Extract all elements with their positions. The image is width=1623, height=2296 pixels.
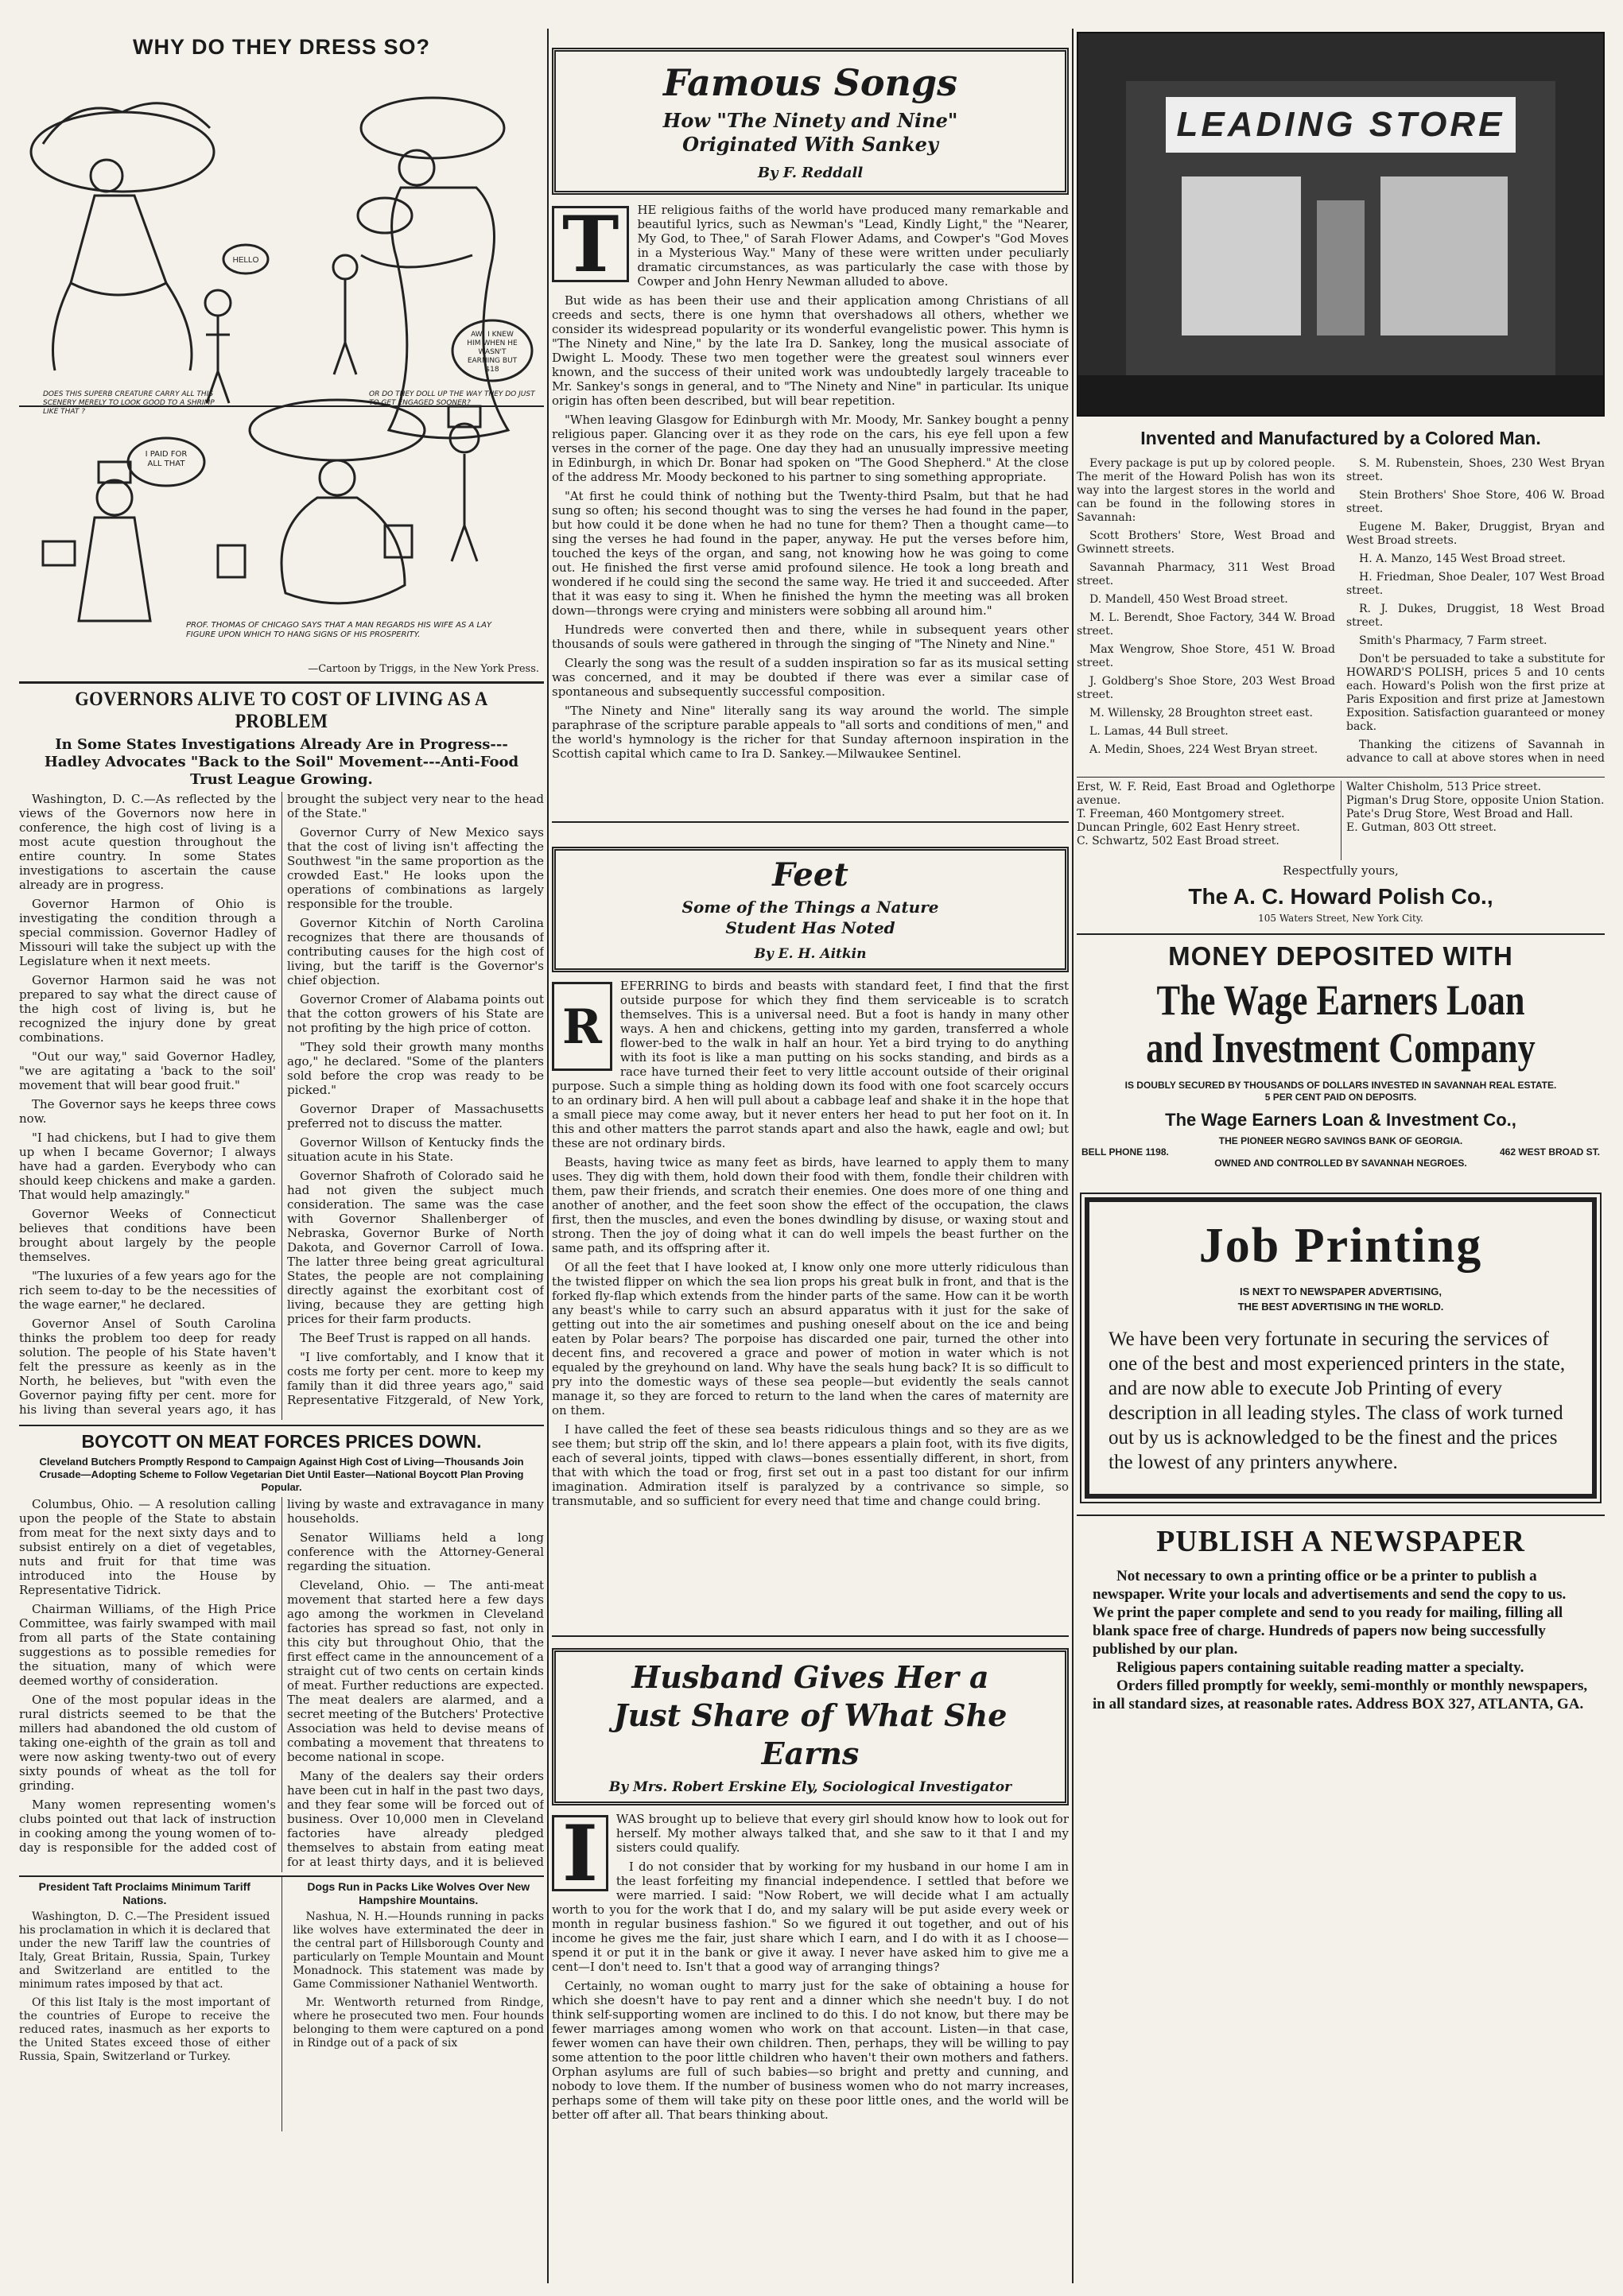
governors-headline: GOVERNORS ALIVE TO COST OF LIVING AS A PROBLEM [75, 688, 488, 732]
feet-header [552, 847, 1069, 972]
polish-address: 105 Waters Street, New York City. [1258, 913, 1423, 924]
feet-subtitle: Some of the Things a Nature Student Has Noted [681, 898, 939, 937]
paragraph: But wide as has been their use and their application among Christians of all creeds and sects, there is one hymn that overshadows all others, whether we consider its widespread popularity or its wonderful evangelistic power. This hymn is "The Ninety and Nine," by the late Ira D. Sankey, long the musical associate of Dwight L. Moody. These two men together were the greatest soul winners ever known, and the success of their united work was undoubtedly largely traceable to Mr. Sankey's songs in general, and to "The Ninety and Nine" in particular. Its unique origin has often been described, but will bear repetition. [552, 293, 1069, 408]
paragraph: Nashua, N. H.—Hounds running in packs like wolves have exterminated the deer in the central part of Hillsborough County and particularly on Temple Mountain and Mount Monadnock. This statement was made by Game Commissioner Nathaniel Wentworth. [293, 1910, 544, 1991]
bank-address: 462 WEST BROAD ST. [1499, 1146, 1600, 1158]
husband-byline: By Mrs. Robert Erskine Ely, Sociological Investigator [608, 1779, 1012, 1795]
husband-article [552, 1812, 1069, 2209]
paragraph: Certainly, no woman ought to marry just for the sake of obtaining a house for which she doesn't have to pay rent and a dinner which she needn't buy. I do not think self-supporting women are inclined to do this. I do not know, but there may be fewer marriages among women who work on that account. Listen—in that case, fewer women can have their own children. Then, perhaps, they will be willing to pay some attention to the poor little children who haven't their own mothers and fathers. Orphan asylums are full of such babies—so bright and pretty and cunning, and nobody to love them. If the number of business women who do not marry increases, perhaps some of them will take pity on these poor little ones, and the world will be better off after all. That bears thinking about. [552, 1979, 1069, 2122]
store-entry: Eugene M. Baker, Druggist, Bryan and West Broad streets. [1346, 521, 1605, 547]
famous-songs-header [552, 48, 1069, 195]
store-entry: H. Friedman, Shoe Dealer, 107 West Broad street. [1346, 571, 1605, 597]
bank-pioneer: THE PIONEER NEGRO SAVINGS BANK OF GEORGIA. [1218, 1135, 1463, 1146]
dogs-headline: Dogs Run in Packs Like Wolves Over New Hampshire Mountains. [307, 1880, 530, 1906]
store-photo [1077, 32, 1605, 417]
bank-owned: OWNED AND CONTROLLED BY SAVANNAH NEGROES. [1214, 1158, 1467, 1169]
feet-byline: By E. H. Aitkin [754, 946, 867, 962]
polish-headline: Invented and Manufactured by a Colored Man. [1140, 428, 1541, 448]
bank-company: The Wage Earners Loan & Investment Co., [1165, 1110, 1516, 1130]
polish-stores [1077, 457, 1605, 774]
paragraph: Columbus, Ohio. — A resolution calling upon the people of the State to abstain from meat for the next sixty days and to subsist entirely on a diet of vegetables, nuts and fruit for that time was introduced into the House by Representative Tidrick. [19, 1497, 276, 1597]
store-entry: M. L. Berendt, Shoe Factory, 344 W. Broad street. [1077, 611, 1335, 638]
paragraph: Governor Kitchin of North Carolina recognizes that there are thousands of contributing causes for the high cost of living, but the tariff is the Governor's chief objection. [287, 916, 544, 987]
paragraph: Beasts, having twice as many feet as birds, have learned to apply them to many uses. They dig with them, hold down their food with them, fondle their children with them, paw their friends, and scratch their enemies. One does more of one thing and another of another, and the feet soon show the effect of the occupation, the claws first, then the muscles, and even the bones dwindling by disuse, or waxing stout and strong. Then the joy of doing what it can do well impels the beast further on the same path, and its offspring after it. [552, 1155, 1069, 1255]
store-entry: M. Willensky, 28 Broughton street east. [1089, 707, 1313, 719]
polish-lower-list [1077, 781, 1605, 860]
paragraph: Don't be persuaded to take a substitute for HOWARD'S POLISH, prices 5 and 10 cents each. Howard's Polish won the first prize at Paris Exposition and first prize at Jamestown Exposition. Satisfaction guaranteed or money back. [1346, 653, 1605, 733]
governors-subhead: In Some States Investigations Already Are in Progress---Hadley Advocates "Back to the Soil" Movement---Anti-Food Trust League Growing. [44, 736, 519, 788]
paragraph: The Beef Trust is rapped on all hands. [300, 1331, 531, 1345]
feet-title: Feet [772, 856, 848, 894]
store-entry: Stein Brothers' Shoe Store, 406 W. Broad street. [1346, 489, 1605, 515]
cartoon-illustration [19, 64, 544, 677]
paragraph: "The Ninety and Nine" literally sang its way around the world. The simple paraphrase of the scripture parable appeals to "all sorts and conditions of men," and the world's hymnology is the richer for that Sunday afternoon inspiration in the Scottish capital which came to Ira D. Sankey.—Milwaukee Sentinel. [552, 704, 1069, 761]
publish-title: PUBLISH A NEWSPAPER [1156, 1525, 1525, 1558]
paragraph: Governor Draper of Massachusetts preferred not to discuss the matter. [287, 1102, 544, 1131]
paragraph: Governor Ansel of South Carolina thinks the problem too deep for ready solution. The people of his State haven't felt the pressure as keenly as in the North, he believes, but "with even the Governor paying fifty per cent. more for his living than several years ago, it has brought the subject very near to the head of the State." [19, 792, 544, 1417]
paragraph: Thanking the citizens of Savannah in advance to call at above stores when in need [1346, 739, 1605, 765]
songs-article [552, 203, 1069, 815]
paragraph: Chairman Williams, of the High Price Committee, was fairly swamped with mail from all parts of the State containing suggestions as to possible remedies for the situation, many of which were deemed worthy of consideration. [19, 1602, 276, 1688]
bank-phone: BELL PHONE 1198. [1081, 1146, 1169, 1158]
store-entry: Scott Brothers' Store, West Broad and Gwinnett streets. [1077, 529, 1335, 556]
paragraph: The Governor says he keeps three cows now. [19, 1097, 276, 1126]
paragraph: Governor Harmon said he was not prepared to say what the direct cause of the high cost of living is, but he recognized the injury done by great combinations. [19, 973, 276, 1045]
paragraph: I do not consider that by working for my husband in our home I am in the least forfeiting my financial independence. I settled that before we were married. I said: "Now Robert, we will decide what I am actually worth to you for the work that I do, and my salary will be put aside every week or month in regular business fashion." So we figured it out together, and out of his income he gives me the fair, just share which I earn, and I do with it as I choose—spend it or put it in the bank or give it away. I never have asked him to give me a cent—I don't need to. Isn't that a good way of arranging things? [552, 1860, 1069, 1974]
songs-title: Famous Songs [662, 61, 958, 104]
column-right [1077, 32, 1605, 2283]
short-items [19, 1877, 544, 2131]
taft-article [19, 1877, 270, 2131]
store-entry: T. Freeman, 460 Montgomery street. [1077, 808, 1285, 820]
paragraph: HE religious faiths of the world have produced many remarkable and beautiful lyrics, such as Newman's "Lead, Kindly Light," the "Nearer, My God, to Thee," of Sarah Flower Adams, and Cowper's "God Moves in a Mysterious Way." Many of these were written under peculiarly dramatic circumstances, as was particularly the case with those by Cowper and John Henry Newman alluded to above. [637, 203, 1069, 289]
bank-line-1: IS DOUBLY SECURED BY THOUSANDS OF DOLLARS INVESTED IN SAVANNAH REAL ESTATE. [1124, 1080, 1557, 1091]
store-entry: C. Schwartz, 502 East Broad street. [1077, 835, 1279, 847]
paragraph: "The luxuries of a few years ago for the rich seem to-day to be the necessities of the wage earner," he declared. [19, 1269, 276, 1312]
job-body: We have been very fortunate in securing the services of one of the best and most experienced printers in the state, and are now able to execute Job Printing of every description in all leading styles. The class of work turned out by us is acknowledged to be the finest and the prices the lowest of any printers anywhere. [1109, 1328, 1566, 1473]
paragraph: Hundreds were converted then and there, while in subsequent years other thousands of souls were gathered in through the singing of "The Ninety and Nine." [552, 622, 1069, 651]
boycott-headline: BOYCOTT ON MEAT FORCES PRICES DOWN. [81, 1431, 482, 1452]
paragraph: Governor Curry of New Mexico says that the cost of living isn't affecting the Southwest "in the same proportion as the crowded East." He looks upon the operations of combinations as largely responsible for the trouble. [287, 825, 544, 911]
bank-ad [1077, 941, 1605, 1169]
bank-name: The Wage Earners Loan and Investment Company [1146, 976, 1536, 1072]
paragraph: Many of the dealers say their orders have been cut in half in the past two days, and they fear some will be forced out of business. Over 10,000 men in Cleveland factories have already pledged themselves to abstain from eating meat for at least thirty days, and it is believed [287, 1769, 544, 1869]
store-entry: S. M. Rubenstein, Shoes, 230 West Bryan street. [1346, 457, 1605, 483]
store-entry: A. Medin, Shoes, 224 West Bryan street. [1089, 743, 1318, 756]
dogs-article [293, 1877, 545, 2131]
paragraph: One of the most popular ideas in the rural districts seemed to be that the millers had abandoned the old custom of taking one-eighth of the grain as toll and were now asking twenty-two out of every sixty pounds of wheat as the toll for grinding. [19, 1693, 276, 1793]
store-entry: Savannah Pharmacy, 311 West Broad street. [1077, 561, 1335, 588]
boycott-article [19, 1497, 544, 1872]
paragraph: I have called the feet of these sea beasts ridiculous things and so they are as we see them; but strip off the skin, and lo! there appears a plain foot, with its five digits, each of several joints, tipped with claws—bones essentially different, in short, from that with which the toad or frog, first set out in a past too distant for our infirm imagination. Admiration itself is paralyzed by a contrivance so simple, so transmutable, and so sufficient for every need that time and change could bring. [552, 1422, 1069, 1508]
paragraph: Governor Cromer of Alabama points out that the cotton growers of his State are not profiting by the high price of cotton. [287, 992, 544, 1035]
store-entry: R. J. Dukes, Druggist, 18 West Broad street. [1346, 603, 1605, 629]
paragraph: "When leaving Glasgow for Edinburgh with Mr. Moody, Mr. Sankey bought a penny religious paper. Glancing over it as they rode on the cars, his eye fell upon a few verses in the corner of the page. One day they had an unusually impressive meeting in Edinburgh, in which Dr. Bonar had spoken on "The Good Shepherd." At the close of the address Mr. Moody beckoned to his partner to sing something appropriate. [552, 413, 1069, 484]
paragraph: Cleveland, Ohio. — The anti-meat movement that started here a few days ago among the workmen in Cleveland factories has spread so fast, not only in this city but throughout Ohio, that the first effect came in the announcement of a straight cut of two cents on certain kinds of meat. Further reductions are expected. The meat dealers are alarmed, and a secret meeting of the Butchers' Protective Association was held to devise means of combating a movement that threatens to become national in scope. [287, 1578, 544, 1764]
column-left [19, 32, 544, 2283]
paragraph: Governor Harmon of Ohio is investigating the condition through a special commission. Governor Hadley of Missouri will take the subject up with the Legislature when it next meets. [19, 897, 276, 968]
cartoon-title: WHY DO THEY DRESS SO? [132, 35, 431, 59]
paragraph: "I had chickens, but I had to give them up when I became Governor; I always have had a garden. Everybody who can should keep chickens and make a garden. That would help amazingly." [19, 1131, 276, 1202]
publish-ad [1077, 1524, 1605, 1713]
store-entry: Pate's Drug Store, West Broad and Hall. [1346, 808, 1574, 820]
publish-body-3: Orders filled promptly for weekly, semi-monthly or monthly newspapers, in all standard sizes, at reasonable rates. Address BOX 327, ATLANTA, GA. [1093, 1677, 1588, 1712]
paragraph: Mr. Wentworth returned from Rindge, where he prosecuted two men. Four hounds belonging to them were captured on a pond in Rindge out of a pack of six [293, 1996, 544, 2050]
songs-dropcap: T [552, 206, 629, 282]
paragraph: Washington, D. C.—As reflected by the views of the Governors now here in conference, the high cost of living is a most acute question throughout the entire country. In some States investigations to ascertain the cause already are in progress. [19, 792, 276, 892]
job-tag-2: THE BEST ADVERTISING IN THE WORLD. [1237, 1301, 1444, 1313]
paragraph: "Out our way," said Governor Hadley, "we are agitating a 'back to the soil' movement that will bear good fruit." [19, 1049, 276, 1092]
paragraph: "I live comfortably, and I know that it costs me forty per cent. more to keep my family than it did three years ago," said Representative Fitzgerald, of New York, [287, 1350, 544, 1407]
songs-subtitle: How "The Ninety and Nine" Originated With Sankey [662, 109, 958, 156]
column-middle [552, 32, 1069, 2283]
store-entry: D. Mandell, 450 West Broad street. [1089, 593, 1288, 606]
publish-body: Not necessary to own a printing office or be a printer to publish a newspaper. Write your locals and advertisements and send the copy to us. We print the paper complete and send to you ready for mailing, filling all blank space free of charge. Hundreds of papers now being successfully published by our plan. [1093, 1568, 1567, 1658]
paragraph: WAS brought up to believe that every girl should know how to look out for herself. My mother always talked that, and she saw to it that I and my sisters could qualify. [615, 1812, 1069, 1855]
store-sign: LEADING STORE [1176, 105, 1505, 144]
store-entry: J. Goldberg's Shoe Store, 203 West Broad street. [1077, 675, 1335, 701]
paragraph: Of this list Italy is the most important of the countries of Europe to receive the reduced rates, inasmuch as her exports to the United States exceed those of either Russia, Spain, Switzerland or Turkey. [19, 1996, 270, 2063]
store-photo-drawing [1078, 33, 1605, 415]
cartoon-bubble-2: AW! I KNEW HIM WHEN HE WASN'T EARNING BUT $18 [467, 331, 518, 374]
paragraph: Of all the feet that I have looked at, I know only one more utterly ridiculous than the twisted flipper on which the sea lion props his great bulk in front, and that is the forked fly-flap which extends from the hinder parts of the same. How can it be worth any beast's while to carry such an absurd apparatus with it just for the sake of getting out into the air sometimes and pushing oneself about on the ice and being eaten by Polar bears? The porpoise has discarded one pair, turned the other into decent fins, and recovered a grace and power of motion in water which is not equaled by the greyhound on land. Why have the seals hung back? It is so difficult to pry into the domestic ways of these sea people—but evidently the seals cannot manage it, so they are forced to return to the land when the cares of maternity are on them. [552, 1260, 1069, 1418]
feet-dropcap: R [552, 982, 612, 1071]
store-entry: L. Lamas, 44 Bull street. [1089, 725, 1229, 738]
husband-dropcap: I [552, 1815, 608, 1891]
cartoon-caption-2: OR DO THEY DOLL UP THE WAY THEY DO JUST TO GET ENGAGED SOONER? [369, 390, 535, 407]
paragraph: "At first he could think of nothing but the Twenty-third Psalm, but that he had sung so often; his second thought was to sing the verses he had found in the paper, but how could it be done when he had no tune for them? Then a thought came—to sing the verses he had found in the paper, anyway. He put the verses before him, touched the keys of the organ, and sang, not knowing how he was going to come out. He finished the first verse amid profound silence. He took a long breath and wondered if he could sing the second the same way. He tried it and succeeded. After that it was easy to sing it. When he finished the hymn the meeting was all broken down—throngs were crying and ministers were sobbing all around him." [552, 489, 1069, 618]
cartoon-bubble-1: I PAID FOR ALL THAT [145, 450, 188, 468]
paragraph: EFERRING to birds and beasts with standard feet, I find that the first outside purpose for which they find them serviceable is to scratch themselves. This is a universal need. But a foot is handy in many other ways. A hen and chickens, getting into my garden, transferred a whole flower-bed to the walk in half an hour. Yet a bird trying to do anything with its foot is like a man putting on his socks standing, and birds as a race have turned their feet to very little account outside of their original purpose. Such a simple thing as holding down its food with one foot scarcely occurs to an ordinary bird. A hen will pull about a cabbage leaf and shake it in the hope that a small piece may come away, but it never enters her head to put her foot on it. In this and other matters the parrot stands apart and also the hawk, eagle and owl; but these are not ordinary birds. [552, 979, 1069, 1150]
store-entry: Max Wengrow, Shoe Store, 451 W. Broad street. [1077, 643, 1335, 669]
husband-header [552, 1648, 1069, 1805]
store-entry: Duncan Pringle, 602 East Henry street. [1077, 821, 1300, 834]
job-tag-1: IS NEXT TO NEWSPAPER ADVERTISING, [1239, 1286, 1442, 1297]
store-entry: E. Gutman, 803 Ott street. [1346, 821, 1497, 834]
job-printing-ad [1085, 1197, 1597, 1499]
store-entry: H. A. Manzo, 145 West Broad street. [1359, 553, 1566, 565]
store-entry: Erst, W. F. Reid, East Broad and Oglethorpe avenue. [1077, 781, 1335, 807]
paragraph: Many women representing women's clubs pointed out that lack of instruction in cooking among the young women of to-day is responsible for the added cost of living by waste and extravagance in many households. [19, 1497, 544, 1855]
songs-byline: By F. Reddall [757, 165, 864, 181]
job-title: Job Printing [1198, 1219, 1483, 1273]
publish-body-2: Religious papers containing suitable reading matter a specialty. [1116, 1659, 1524, 1676]
feet-article [552, 979, 1069, 1631]
store-entry: Smith's Pharmacy, 7 Farm street. [1359, 634, 1547, 647]
paragraph: Every package is put up by colored people. The merit of the Howard Polish has won its way into the largest stores in the world and can be found in the following stores in Savannah: [1077, 457, 1335, 524]
polish-company: The A. C. Howard Polish Co., [1188, 884, 1493, 909]
taft-headline: President Taft Proclaims Minimum Tariff Nations. [38, 1880, 250, 1906]
paragraph: Washington, D. C.—The President issued his proclamation in which it is declared that under the new Tariff law the countries of Italy, Great Britain, Russia, Spain, Turkey and Switzerland are entitled to the minimum rates imposed by that act. [19, 1910, 270, 1991]
boycott-subhead: Cleveland Butchers Promptly Respond to Campaign Against High Cost of Living—Thousands Join Crusade—Adopting Scheme to Follow Vegetarian Diet Until Easter—National Boycott Plan Proving Popular. [39, 1456, 524, 1493]
bank-headline: MONEY DEPOSITED WITH [1168, 941, 1513, 971]
paragraph: Governor Willson of Kentucky finds the situation acute in his State. [287, 1135, 544, 1164]
cartoon-caption-3: PROF. THOMAS OF CHICAGO SAYS THAT A MAN REGARDS HIS WIFE AS A LAY FIGURE UPON WHICH TO HANG SIGNS OF HIS PROSPERITY. [186, 621, 492, 639]
paragraph: Senator Williams held a long conference with the Attorney-General regarding the situation. [287, 1530, 544, 1573]
paragraph: "They sold their growth many months ago," he declared. "Some of the planters sold before the crop was ready to be picked." [287, 1040, 544, 1097]
paragraph: Governor Weeks of Connecticut believes that conditions have been brought about largely by the people themselves. [19, 1207, 276, 1264]
paragraph: Governor Shafroth of Colorado said he had not given the subject much consideration. The same was the case with Governor Shallenberger of Nebraska, Governor Burke of North Dakota, and Governor Carroll of Iowa. The latter three being great agricultural States, the people are not complaining directly against the exorbitant cost of living, because they are getting high prices for their farm products. [287, 1169, 544, 1326]
cartoon-caption-1: DOES THIS SUPERB CREATURE CARRY ALL THIS SCENERY MERELY TO LOOK GOOD TO A SHRIMP LIKE THAT ? [43, 390, 215, 416]
paragraph: Clearly the song was the result of a sudden inspiration so far as its musical setting was concerned, and it may be doubted if there was ever a similar case of spontaneous and subsequently successful composition. [552, 656, 1069, 699]
store-entry: Walter Chisholm, 513 Price street. [1346, 781, 1542, 793]
store-entry: Pigman's Drug Store, opposite Union Station. [1346, 794, 1605, 807]
svg-text:HELLO: HELLO [232, 256, 259, 265]
bank-line-2: 5 PER CENT PAID ON DEPOSITS. [1264, 1092, 1417, 1103]
governors-article [19, 792, 544, 1420]
polish-closing: Respectfully yours, [1283, 863, 1399, 878]
cartoon-credit: —Cartoon by Triggs, in the New York Press. [308, 663, 539, 675]
husband-title: Husband Gives Her a Just Share of What She Earns [613, 1659, 1008, 1771]
